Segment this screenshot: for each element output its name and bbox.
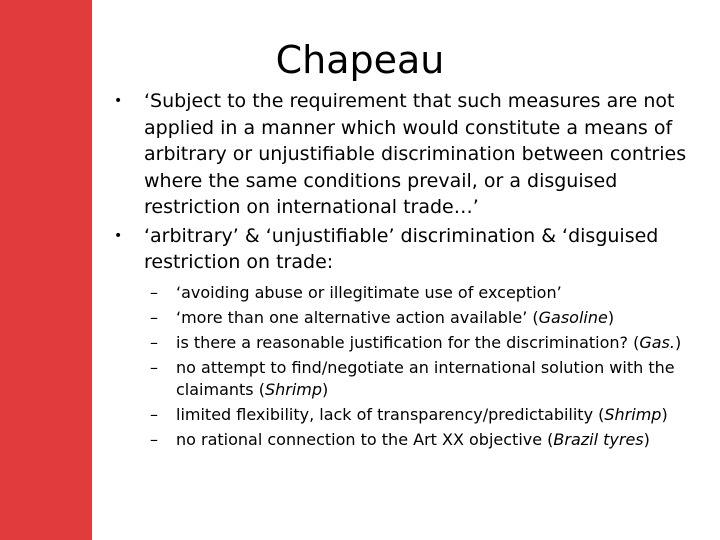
- bullet-marker: •: [114, 93, 123, 109]
- closing-paren: ): [607, 308, 615, 327]
- bullet-text: ‘arbitrary’ & ‘unjustifiable’ discrimination & ‘disguised restriction on trade:: [144, 224, 659, 273]
- case-name: Shrimp: [264, 380, 323, 399]
- bullet-text: ‘Subject to the requirement that such measures are not applied in a manner which would constitute a means of arbitrary or unjustifiable discrimination between contries where the same conditions prevail, or a disguised restriction on international trade…’: [144, 90, 687, 218]
- case-name: Gasoline: [538, 308, 608, 327]
- bullet-item: [112, 223, 712, 276]
- dash-marker: –: [150, 283, 158, 302]
- bullet-marker: •: [114, 227, 123, 244]
- sub-bullet-text: ‘avoiding abuse or illegitimate use of exception’: [176, 283, 562, 302]
- closing-paren: ): [674, 333, 682, 352]
- sub-bullet-text: no attempt to find/negotiate an international solution with the claimants (: [176, 358, 675, 399]
- slide-title: Chapeau: [275, 38, 445, 82]
- sub-bullet-item: [150, 357, 715, 401]
- sub-bullet-item: [150, 307, 715, 329]
- sub-bullet-item: [150, 282, 715, 304]
- case-name: Gas.: [639, 333, 675, 352]
- sub-bullet-item: [150, 429, 715, 451]
- bullet-list: [112, 88, 712, 278]
- sub-bullet-item: [150, 332, 715, 354]
- dash-marker: –: [150, 358, 158, 377]
- dash-marker: –: [150, 405, 158, 424]
- closing-paren: ): [322, 380, 329, 399]
- closing-paren: ): [643, 430, 650, 449]
- accent-bar: [0, 0, 92, 540]
- dash-marker: –: [150, 333, 158, 352]
- sub-bullet-list: [150, 282, 715, 454]
- closing-paren: ): [661, 405, 668, 424]
- sub-bullet-text: ‘more than one alternative action available’ (: [176, 308, 539, 327]
- dash-marker: –: [150, 308, 158, 327]
- case-name: Shrimp: [604, 405, 662, 424]
- sub-bullet-text: is there a reasonable justification for the discrimination? (: [176, 333, 640, 352]
- case-name: Brazil tyres: [553, 430, 644, 449]
- bullet-item: [112, 88, 712, 221]
- sub-bullet-text: limited flexibility, lack of transparency/predictability (: [176, 405, 605, 424]
- sub-bullet-text: no rational connection to the Art XX objective (: [176, 430, 554, 449]
- dash-marker: –: [150, 430, 158, 449]
- sub-bullet-item: [150, 404, 715, 426]
